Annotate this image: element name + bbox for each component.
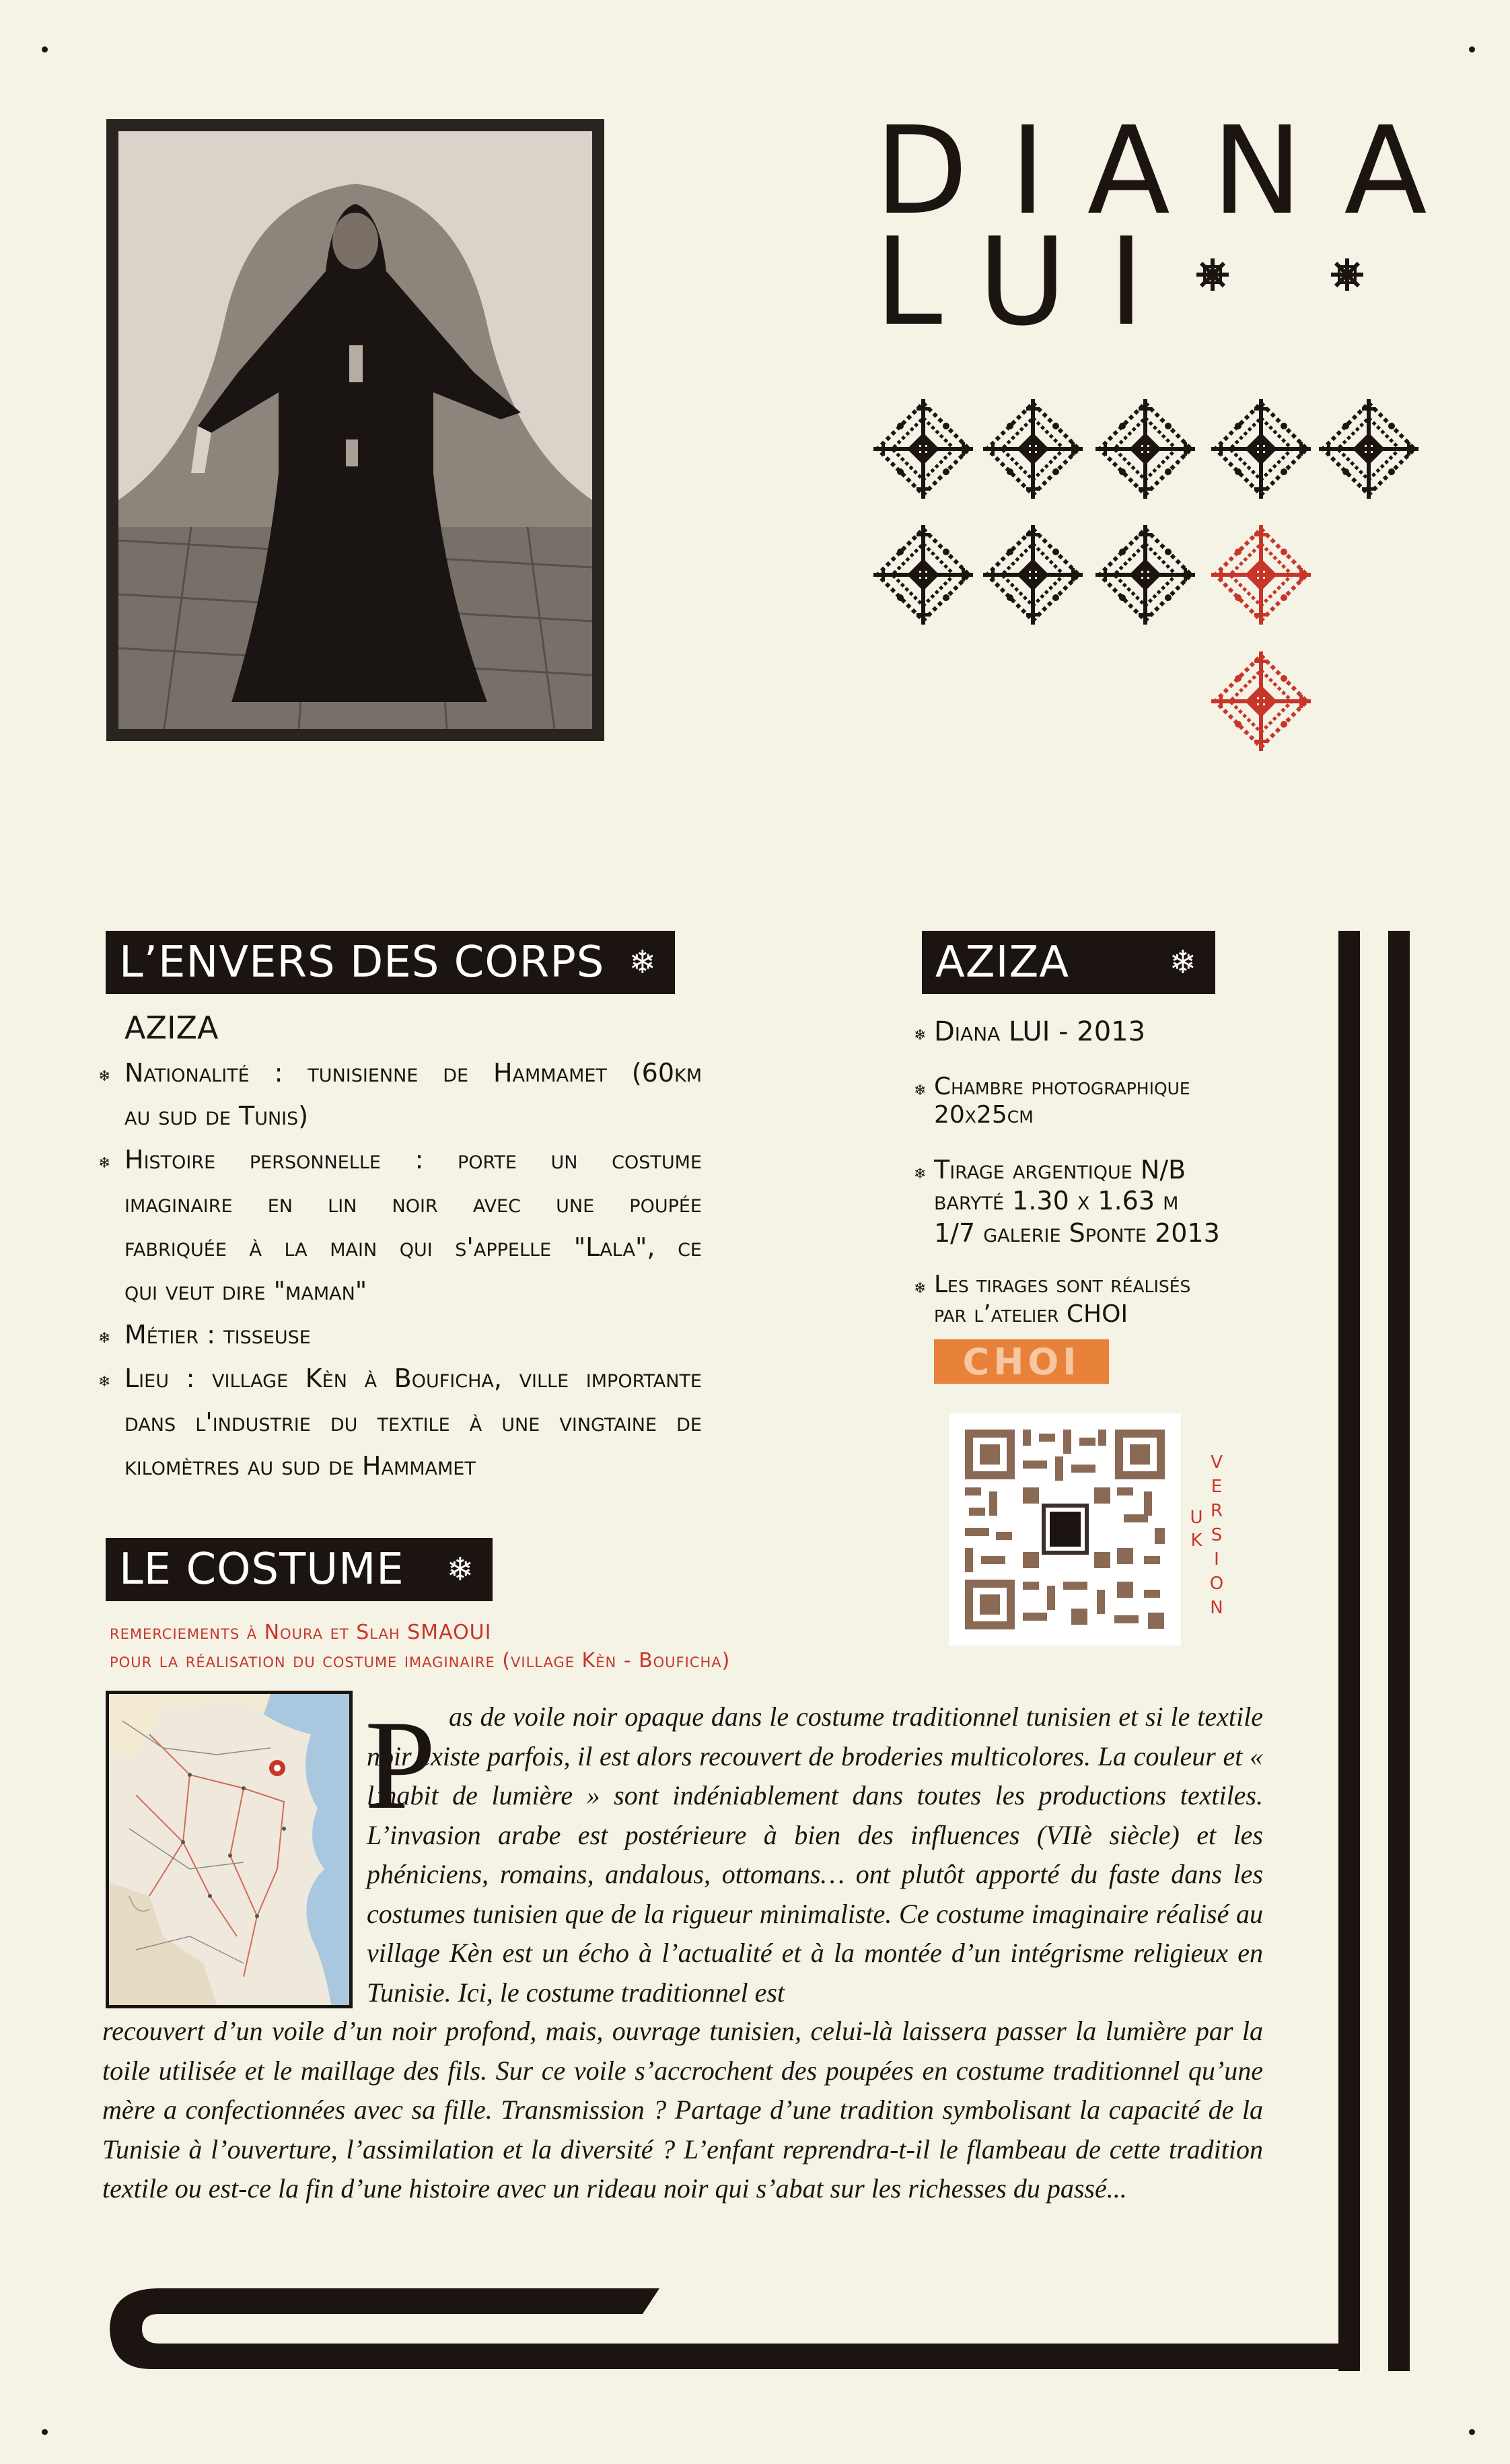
- version-label[interactable]: VERSION: [1207, 1452, 1227, 1622]
- ornament-icon: [1330, 257, 1365, 292]
- corner-dot: [1469, 46, 1475, 52]
- diamond-ornament-icon: [1211, 525, 1311, 625]
- diamond-ornament-icon: [1211, 399, 1311, 499]
- section-title: LE COSTUME: [119, 1545, 404, 1594]
- diamond-ornament-icon: [1211, 652, 1311, 751]
- bullet-line: qui veut dire "maman": [124, 1276, 367, 1306]
- diamond-ornament-icon: [1095, 525, 1195, 625]
- bullet-line: Lieu : village Kèn à Bouficha, ville importante: [124, 1364, 702, 1393]
- section-header-costume: [106, 1538, 493, 1601]
- corner-dot: [42, 2429, 48, 2435]
- snowflake-icon: ❄: [446, 1551, 474, 1588]
- print-line: baryté 1.30 x 1.63 m: [934, 1186, 1179, 1216]
- portrait-photo: [106, 119, 604, 741]
- bullet-icon: ❄: [98, 1330, 111, 1347]
- camera-line: Chambre photographique: [934, 1073, 1190, 1100]
- diamond-ornament-icon: [1095, 399, 1195, 499]
- decorative-bar: [1338, 931, 1360, 2371]
- camera-line: 20x25cm: [934, 1101, 1034, 1129]
- subject-name: AZIZA: [124, 1010, 219, 1046]
- artist-last-name: LUI: [875, 212, 1186, 353]
- decorative-swoosh: [104, 2287, 1363, 2371]
- artist-first-name: DIANA: [875, 101, 1469, 242]
- corner-dot: [42, 46, 48, 52]
- bullet-icon: ❄: [914, 1280, 927, 1297]
- bullet-line: fabriquée à la main qui s'appelle "Lala", ce: [124, 1232, 702, 1262]
- prints-by-line: par l’atelier CHOI: [934, 1300, 1128, 1328]
- diamond-ornament-icon: [983, 525, 1083, 625]
- tunisia-map: [106, 1691, 353, 2008]
- thanks-line: pour la réalisation du costume imaginaire (village Kèn - Bouficha): [110, 1649, 731, 1673]
- bullet-line: Nationalité : tunisienne de Hammamet (60km: [124, 1058, 702, 1088]
- costume-paragraph: recouvert d’un voile d’un noir profond, mais, ouvrage tunisien, celui-là laissera passer la lumière par la toile utilisée et le maillage des fils. Sur ce voile s’accrochent des poupées en costume traditionnel qu’une mère a confectionnées avec sa fille. Transmission ? Partage d’une tradition symbolisant la capacité de la Tunisie à l’ouverture, l’assimilation et la diversité ? L’enfant reprendra-t-il le flambeau de cette tradition textile ou est-ce la fin d’une histoire avec un rideau noir qui s’abat sur les richesses du passé...: [102, 2016, 1263, 2204]
- section-header-envers: [106, 931, 675, 994]
- snowflake-icon: ❄: [628, 944, 656, 981]
- diamond-ornament-icon: [1319, 399, 1418, 499]
- snowflake-icon: ❄: [1169, 944, 1196, 981]
- bullet-icon: ❄: [914, 1082, 927, 1099]
- bullet-line: imaginaire en lin noir avec une poupée: [124, 1189, 702, 1218]
- uk-label[interactable]: UK: [1186, 1508, 1207, 1553]
- costume-paragraph: as de voile noir opaque dans le costume traditionnel tunisien et si le textile noir existe parfois, il est alors recouvert de broderies multicolores. La couleur et « l’habit de lumière » sont indéniablement dans toutes les productions textiles. L’invasion arabe est postérieure à bien des influences (VIIè siècle) et les phéniciens, romains, andalous, ottomans… ont plutôt apporté du faste dans les costumes tunisien que de la rigueur minimaliste. Ce costume imaginaire réalisé au village Kèn est un écho à l’actualité et à la montée d’un intégrisme religieux en Tunisie. Ici, le costume traditionnel est: [367, 1701, 1263, 2008]
- drop-cap: P: [365, 1695, 436, 1836]
- diamond-ornament-icon: [873, 525, 973, 625]
- prints-by-line: Les tirages sont réalisés: [934, 1271, 1191, 1298]
- diamond-ornament-icon: [983, 399, 1083, 499]
- bullet-icon: ❄: [98, 1068, 111, 1085]
- print-line: 1/7 galerie Sponte 2013: [934, 1218, 1220, 1248]
- credit-line: Diana LUI - 2013: [934, 1016, 1146, 1047]
- bullet-icon: ❄: [98, 1374, 111, 1391]
- section-header-aziza: [922, 931, 1215, 994]
- thanks-line: remerciements à Noura et Slah SMAOUI: [110, 1621, 492, 1644]
- bullet-line: Métier : tisseuse: [124, 1320, 311, 1349]
- choi-logo: CHOI: [934, 1339, 1109, 1384]
- bullet-line: Histoire personnelle : porte un costume: [124, 1145, 702, 1174]
- decorative-bar: [1388, 931, 1410, 2371]
- bullet-icon: ❄: [914, 1166, 927, 1183]
- bullet-icon: ❄: [98, 1155, 111, 1172]
- diamond-ornament-icon: [873, 399, 973, 499]
- section-title: L’ENVERS DES CORPS: [119, 938, 605, 987]
- bullet-line: au sud de Tunis): [124, 1101, 309, 1131]
- qr-code[interactable]: [949, 1413, 1181, 1646]
- corner-dot: [1469, 2429, 1475, 2435]
- ornament-icon: [1195, 257, 1230, 292]
- print-line: Tirage argentique N/B: [934, 1155, 1186, 1185]
- bullet-line: dans l'industrie du textile à une vingtaine de: [124, 1407, 702, 1437]
- section-title: AZIZA: [935, 938, 1070, 987]
- bullet-icon: ❄: [914, 1027, 927, 1044]
- bullet-line: kilomètres au sud de Hammamet: [124, 1451, 476, 1481]
